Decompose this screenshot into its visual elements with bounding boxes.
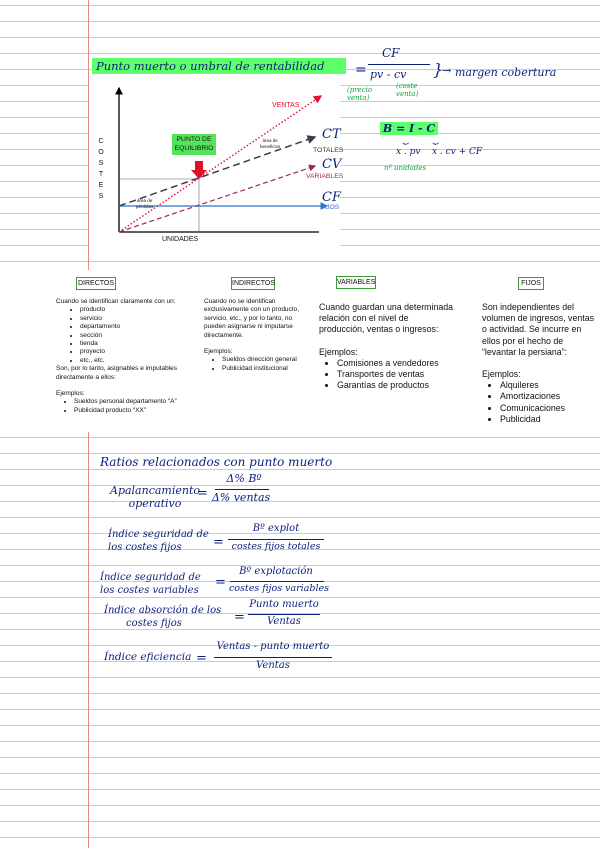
chart-xlabel: UNIDADES [162, 236, 199, 243]
totales-label: TOTALES [313, 147, 344, 154]
list-item: • Garantías de productos [337, 380, 455, 391]
ratio-equals: = [213, 535, 224, 550]
directos-examples-title: Ejemplos: [56, 390, 85, 398]
chart-ylabel [97, 136, 105, 202]
ratio-fraction-line [214, 657, 332, 658]
profit-term-cost: x . cv + CF [432, 147, 483, 157]
loss-zone-line: área de [137, 198, 153, 203]
profit-equation: B = I - C [380, 122, 438, 135]
fijos-label: FIJOS [320, 204, 340, 211]
ratio-name-line: los costes fijos [108, 542, 182, 553]
ventas-label: VENTAS [272, 102, 300, 109]
breakeven-margin-label: margen cobertura [455, 66, 557, 79]
list-item: • Comunicaciones [500, 403, 596, 414]
breakeven-arrow-icon: → [442, 64, 452, 77]
ratio-equals: = [215, 575, 226, 590]
breakeven-marker-arrowhead [191, 170, 207, 179]
breakeven-marker-arrow [195, 161, 203, 171]
ventas-line [119, 96, 321, 232]
ratio-denominator: costes fijos totales [231, 541, 321, 552]
list-item: • Sueldos personal departamento “A” [74, 398, 190, 406]
directos-after: Son, por lo tanto, asignables e imputables directamente a ellos: [56, 365, 178, 381]
ratio-numerator: Bº explotación [239, 566, 313, 577]
breakeven-label [172, 134, 216, 155]
ylabel-letter: T [98, 171, 104, 178]
ratio-name-line: los costes variables [100, 585, 199, 596]
list-item: • proyecto [80, 348, 190, 356]
list-item: • sección [80, 332, 190, 340]
breakeven-equals: = [355, 62, 367, 78]
directos-intro: Cuando se identifican claramente con un: [56, 298, 176, 305]
list-item: • Publicidad [500, 414, 596, 425]
profit-brace-right: ⏟ [433, 134, 439, 145]
breakeven-note-pv: (precio venta) [347, 86, 373, 102]
ratio-name [104, 604, 224, 630]
ratio-name-line: Índice seguridad de [100, 572, 201, 583]
indirectos-examples-title: Ejemplos: [204, 348, 233, 356]
profit-zone-label [260, 138, 280, 149]
loss-zone-line: pérdidas [136, 203, 154, 209]
breakeven-label-line: EQUILIBRIO [174, 144, 214, 152]
ratio-numerator: Punto muerto [249, 599, 319, 610]
directos-column [56, 298, 190, 415]
loss-zone-label [136, 198, 153, 209]
breakeven-chart [89, 82, 340, 250]
breakeven-label-line: PUNTO DE [176, 136, 212, 143]
profit-term-income: x . pv [396, 147, 421, 157]
variables-examples [319, 358, 455, 392]
ratio-numerator: Δ% Bº [226, 472, 262, 485]
fijos-column [482, 302, 596, 425]
ratio-denominator: costes fijos variables [228, 583, 330, 594]
cv-label: CV [322, 157, 342, 172]
list-item: • Publicidad producto “XX” [74, 407, 190, 415]
ratio-equals: = [196, 651, 207, 666]
ylabel-letter: O [98, 149, 104, 156]
directos-items [56, 306, 190, 365]
ratio-name-line: Índice absorción de los [104, 605, 222, 616]
list-item: • producto [80, 306, 190, 314]
breakeven-note-cv: (coste venta) [396, 82, 419, 98]
label-variables: VARIABLES [336, 276, 376, 289]
label-fijos: FIJOS [518, 277, 544, 290]
list-item: • Sueldos dirección general [222, 356, 306, 364]
list-item: • Transportes de ventas [337, 369, 455, 380]
profit-brace-left: ⏟ [403, 134, 409, 145]
cf-label: CF [322, 190, 341, 205]
profit-zone-line: beneficios [260, 143, 281, 149]
ratio-denominator: Ventas [256, 660, 290, 671]
variables-examples-title: Ejemplos: [319, 346, 358, 357]
ylabel-letter: S [98, 193, 104, 200]
label-indirectos: INDIRECTOS [231, 277, 275, 290]
variables-column [319, 302, 455, 391]
profit-zone-line: área de [262, 138, 278, 143]
variables-label: VARIABLES [306, 173, 344, 180]
list-item: • Comisiones a vendedores [337, 358, 455, 369]
ratio-name-line: costes fijos [126, 618, 182, 629]
ratio-denominator: Δ% ventas [211, 491, 271, 504]
label-directos: DIRECTOS [76, 277, 116, 290]
ratio-name-line: Índice eficiencia [104, 651, 192, 663]
list-item: • servicio [80, 315, 190, 323]
ratio-name [100, 571, 212, 597]
list-item: • Amortizaciones [500, 391, 596, 402]
ratio-name [108, 528, 212, 554]
indirectos-intro: Cuando no se identifican exclusivamente con un producto, servicio, etc., y por lo tanto, no pueden asignarse ni imputarse directamente. [204, 298, 300, 339]
directos-examples [56, 398, 190, 415]
ratios-title: Ratios relacionados con punto muerto [100, 455, 333, 469]
ylabel-letter: E [98, 182, 104, 189]
breakeven-numerator: CF [382, 46, 400, 60]
breakeven-fraction-line [368, 64, 430, 65]
list-item: • Publicidad institucional [222, 365, 306, 373]
fijos-examples [482, 380, 596, 425]
ylabel-letter: S [98, 160, 104, 167]
fijos-intro: Son independientes del volumen de ingresos, ventas o actividad. Se incurre en ellos por el hecho de “levantar la persiana”: [482, 302, 594, 357]
totales-line [119, 137, 315, 206]
ratio-name-line: Índice seguridad de [108, 529, 209, 540]
ratio-numerator: Bº explot [252, 523, 300, 534]
ratio-name [104, 651, 204, 664]
indirectos-examples [204, 356, 306, 373]
breakeven-denominator: pv - cv [370, 68, 407, 81]
ratio-denominator: Ventas [267, 616, 301, 627]
list-item: • tienda [80, 340, 190, 348]
ylabel-letter: C [98, 138, 104, 145]
ratio-name-line: operativo [128, 497, 182, 510]
indirectos-column [204, 298, 306, 373]
page-title: Punto muerto o umbral de rentabilidad [92, 58, 346, 74]
ratio-name-line: Apalancamiento [110, 484, 201, 497]
list-item: • departamento [80, 323, 190, 331]
ratio-equals: = [197, 486, 208, 501]
ratio-name [110, 484, 200, 510]
ct-label: CT [322, 127, 341, 142]
variables-intro: Cuando guardan una determinada relación con el nivel de producción, ventas o ingresos: [319, 302, 454, 335]
ratio-equals: = [234, 610, 245, 625]
list-item: • Alquileres [500, 380, 596, 391]
breakeven-brace: } [433, 60, 444, 79]
fijos-examples-title: Ejemplos: [482, 369, 521, 380]
units-note: nº unidades [384, 164, 427, 172]
ratio-numerator: Ventas - punto muerto [216, 641, 330, 652]
list-item: • etc., etc. [80, 357, 190, 365]
